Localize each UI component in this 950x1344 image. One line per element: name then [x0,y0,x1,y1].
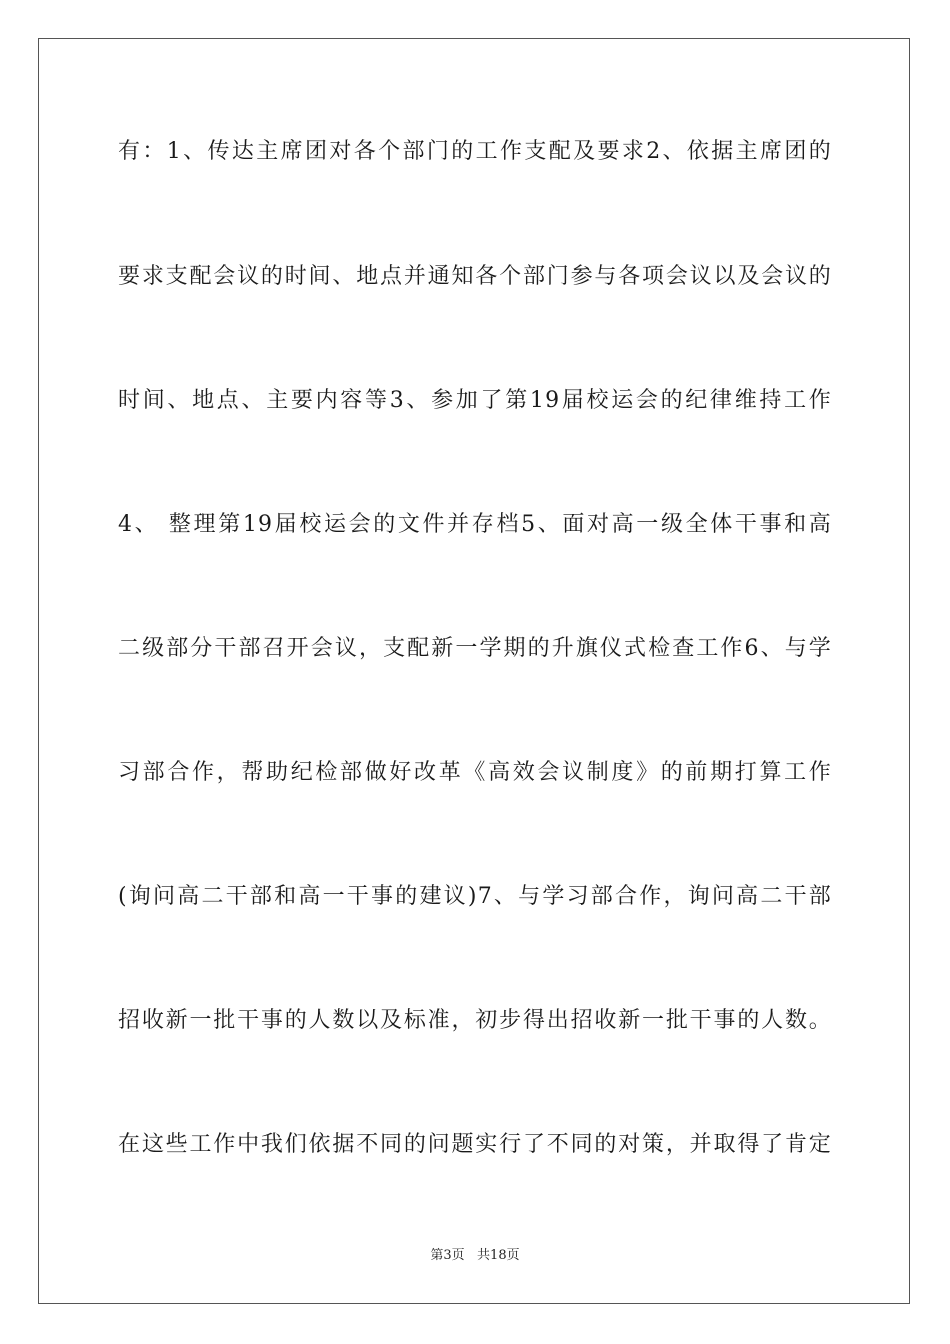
body-text-line-2: 要求支配会议的时间、地点并通知各个部门参与各项会议以及会议的 [118,264,832,289]
body-text-line-8: 招收新一批干事的人数以及标准，初步得出招收新一批干事的人数。 [118,1008,832,1033]
body-text-line-7: (询问高二干部和高一干事的建议)7、与学习部合作，询问高二干部 [118,884,832,909]
body-text-line-5: 二级部分干部召开会议，支配新一学期的升旗仪式检查工作6、与学 [118,636,832,661]
body-text-line-4: 4、 整理第19届校运会的文件并存档5、面对高一级全体干事和高 [118,512,832,537]
body-text-line-9: 在这些工作中我们依据不同的问题实行了不同的对策，并取得了肯定 [118,1132,832,1157]
page-number-footer: 第3页 共18页 [430,1248,520,1263]
body-text-line-6: 习部合作，帮助纪检部做好改革《高效会议制度》的前期打算工作 [118,760,832,785]
body-text-line-3: 时间、地点、主要内容等3、参加了第19届校运会的纪律维持工作 [118,388,832,413]
page-border [38,38,910,1304]
body-text-line-1: 有：1、传达主席团对各个部门的工作支配及要求2、依据主席团的 [118,139,832,164]
